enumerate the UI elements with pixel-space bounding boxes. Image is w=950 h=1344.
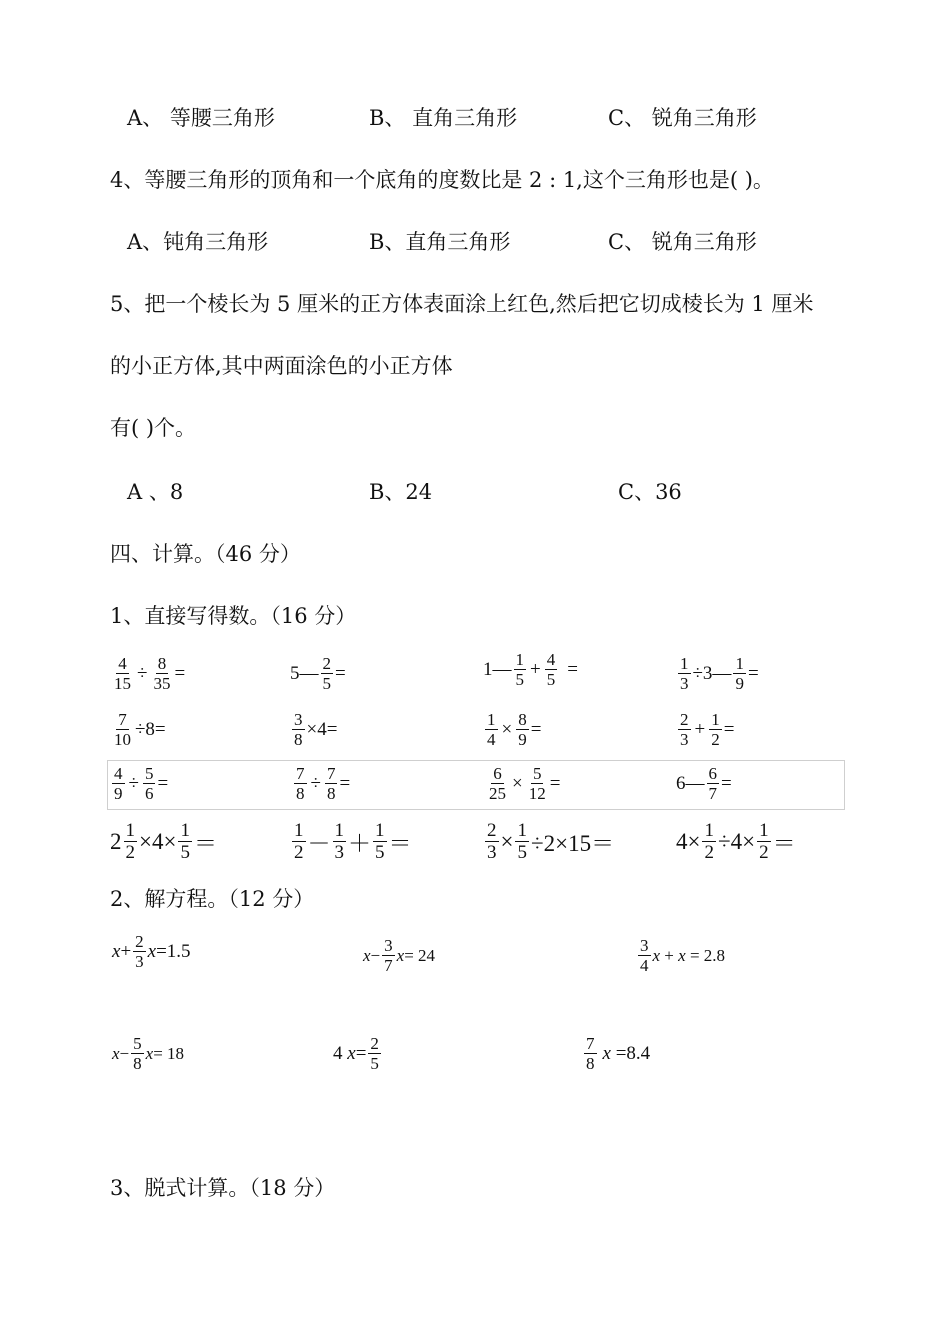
- calc-r3-e2: $\frac{7}{8}$ ÷ $\frac{7}{8}$ =: [296, 764, 351, 803]
- calc-r4-e3: $\frac{2}{3}$ × $\frac{1}{5}$ ÷2×15＝: [487, 820, 615, 863]
- calc-r4-e2: $\frac{1}{2}$ － $\frac{1}{3}$ ＋ $\frac{1}{5}$ ＝: [294, 820, 412, 863]
- calc-r4-e4: 4× $\frac{1}{2}$ ÷4× $\frac{1}{2}$ ＝: [676, 820, 796, 863]
- calc-r2-e2: $\frac{3}{8}$ ×4=: [294, 710, 338, 749]
- calc-r3-e4: 6— $\frac{6}{7}$ =: [676, 764, 732, 803]
- calc-r3-e1: $\frac{4}{9}$ ÷ $\frac{5}{6}$ =: [114, 764, 169, 803]
- equation-3: $\frac{3}{4}$ x + x = 2.8: [640, 936, 726, 975]
- q5-option-c: C、36: [618, 480, 682, 504]
- q4-option-c: C、 锐角三角形: [608, 230, 757, 254]
- q5-line-1: 5、把一个棱长为 5 厘米的正方体表面涂上红色,然后把它切成棱长为 1 厘米: [110, 292, 814, 316]
- calc-r2-e3: $\frac{1}{4}$ × $\frac{8}{9}$ =: [487, 710, 542, 749]
- calc-r2-e1: $\frac{7}{10}$ ÷8=: [114, 710, 166, 749]
- q4-option-a: A、钝角三角形: [127, 230, 269, 254]
- part-2-title: 2、解方程。（12 分）: [110, 887, 315, 911]
- calc-r1-e2: 5— $\frac{2}{5}$ =: [290, 654, 346, 693]
- q4-option-b: B、直角三角形: [369, 230, 511, 254]
- equation-6: $\frac{7}{8}$ x =8.4: [586, 1034, 651, 1073]
- calc-r4-e1: 2 $\frac{1}{2}$ ×4× $\frac{1}{5}$ ＝: [110, 820, 217, 863]
- equation-1: x + $\frac{2}{3}$ x =1.5: [112, 932, 191, 971]
- part-3-title: 3、脱式计算。（18 分）: [110, 1176, 336, 1200]
- calc-r2-e4: $\frac{2}{3}$ + $\frac{1}{2}$ =: [680, 710, 735, 749]
- equation-4: x − $\frac{5}{8}$ x = 18: [112, 1034, 185, 1073]
- equation-5: 4 x = $\frac{2}{5}$: [333, 1034, 379, 1073]
- q5-line-3: 有( )个。: [110, 416, 197, 440]
- q5-option-a: A 、8: [127, 480, 184, 504]
- q4-text: 4、等腰三角形的顶角和一个底角的度数比是 2 : 1,这个三角形也是( )。: [110, 168, 774, 192]
- q5-line-2: 的小正方体,其中两面涂色的小正方体: [110, 354, 453, 378]
- calc-r1-e1: $\frac{4}{15}$ ÷ $\frac{8}{35}$ =: [114, 654, 186, 693]
- equation-2: x − $\frac{3}{7}$ x = 24: [363, 936, 436, 975]
- q3-option-a: A、 等腰三角形: [127, 106, 275, 130]
- calc-r3-e3: $\frac{6}{25}$ × $\frac{5}{12}$ =: [489, 764, 561, 803]
- calc-row-3-box: [107, 760, 845, 810]
- part-1-title: 1、直接写得数。（16 分）: [110, 604, 357, 628]
- q3-option-b: B、 直角三角形: [369, 106, 518, 130]
- calc-r1-e3: 1— $\frac{1}{5}$ + $\frac{4}{5}$ =: [483, 650, 578, 689]
- q3-option-c: C、 锐角三角形: [608, 106, 757, 130]
- calc-r1-e4: $\frac{1}{3}$ ÷3— $\frac{1}{9}$ =: [680, 654, 759, 693]
- q5-option-b: B、24: [369, 480, 433, 504]
- section-4-title: 四、计算。（46 分）: [110, 542, 301, 566]
